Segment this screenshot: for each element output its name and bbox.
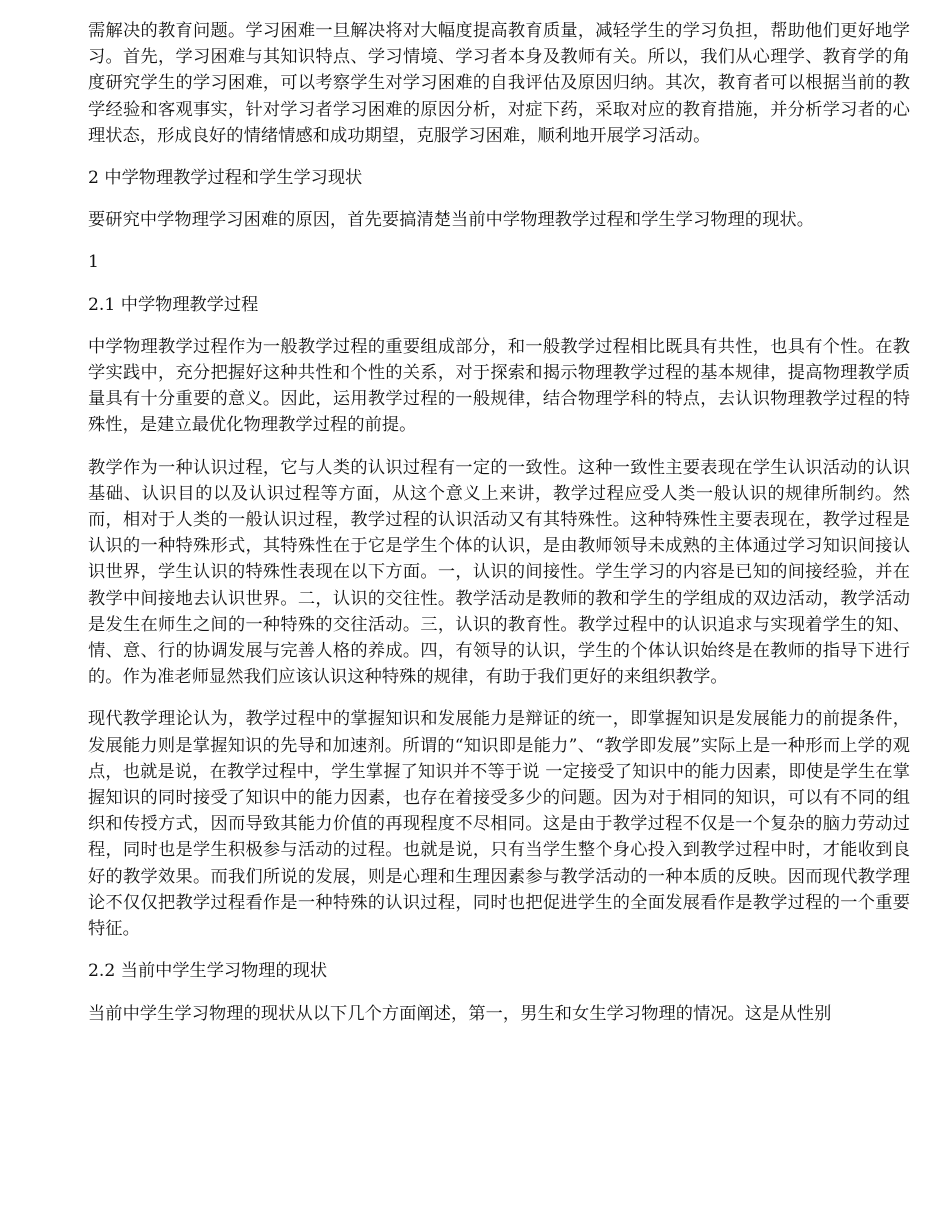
section-2-intro: 要研究中学物理学习困难的原因，首先要搞清楚当前中学物理教学过程和学生学习物理的现状。 xyxy=(88,210,815,231)
page-number: 1 xyxy=(88,252,99,273)
section-2-heading: 2 中学物理教学过程和学生学习现状 xyxy=(88,168,363,189)
paragraph-intro: 需解决的教育问题。学习困难一旦解决将对大幅度提高教育质量，减轻学生的学习负担，帮助他们更好地学习。首先，学习困难与其知识特点、学习情境、学习者本身及教师有关。所以，我们从心理学、教育学的角度研究学生的学习困难，可以考察学生对学习困难的自我评估及原因归纳。其次，教育者可以根据当前的教学经验和客观事实，针对学习者学习困难的原因分析，对症下药，采取对应的教育措施，并分析学习者的心理状态，形成良好的情绪情感和成功期望，克服学习困难，顺利地开展学习活动。 xyxy=(88,21,910,146)
section-2-1-heading: 2.1 中学物理教学过程 xyxy=(88,294,259,315)
section-2-1-paragraph-1: 中学物理教学过程作为一般教学过程的重要组成部分，和一般教学过程相比既具有共性，也具有个性。在教学实践中，充分把握好这种共性和个性的关系，对于探索和揭示物理教学过程的基本规律，提高物理教学质量具有十分重要的意义。因此，运用教学过程的一般规律，结合物理学科的特点，去认识物理教学过程的特殊性，是建立最优化物理教学过程的前提。 xyxy=(88,336,910,436)
section-2-2-paragraph: 当前中学生学习物理的现状从以下几个方面阐述，第一，男生和女生学习物理的情况。这是从性别 xyxy=(88,1003,832,1024)
section-2-2-heading: 2.2 当前中学生学习物理的现状 xyxy=(88,961,328,982)
section-2-1-paragraph-2: 教学作为一种认识过程，它与人类的认识过程有一定的一致性。这种一致性主要表现在学生认识活动的认识基础、认识目的以及认识过程等方面，从这个意义上来讲，教学过程应受人类一般认识的规律所制约。然而，相对于人类的一般认识过程，教学过程的认识活动又有其特殊性。这种特殊性主要表现在，教学过程是认识的一种特殊形式，其特殊性在于它是学生个体的认识，是由教师领导未成熟的主体通过学习知识间接认识世界，学生认识的特殊性表现在以下方面。一，认识的间接性。学生学习的内容是已知的间接经验，并在教学中间接地去认识世界。二，认识的交往性。教学活动是教师的教和学生的学组成的双边活动，教学活动是发生在师生之间的一种特殊的交往活动。三，认识的教育性。教学过程中的认识追求与实现着学生的知、情、意、行的协调发展与完善人格的养成。四，有领导的认识，学生的个体认识始终是在教师的指导下进行的。作为准老师显然我们应该认识这种特殊的规律，有助于我们更好的来组织教学。 xyxy=(88,457,910,688)
section-2-1-paragraph-3: 现代教学理论认为，教学过程中的掌握知识和发展能力是辩证的统一，即掌握知识是发展能力的前提条件，发展能力则是掌握知识的先导和加速剂。所谓的“知识即是能力”、“教学即发展”实际上是一种形而上学的观点，也就是说，在教学过程中，学生掌握了知识并不等于说 一定接受了知识中的能力因素，即使是学生在掌握知识的同时接受了知识中的能力因素，也存在着接受多少的问题。因为对于相同的知识，可以有不同的组织和传授方式，因而导致其能力价值的再现程度不尽相同。这是由于教学过程不仅是一个复杂的脑力劳动过程，同时也是学生积极参与活动的过程。也就是说，只有当学生整个身心投入到教学过程中时，才能收到良好的教学效果。而我们所说的发展，则是心理和生理因素参与教学活动的一种本质的反映。因而现代教学理论不仅仅把教学过程看作是一种特殊的认识过程，同时也把促进学生的全面发展看作是教学过程的一个重要特征。 xyxy=(88,709,910,940)
